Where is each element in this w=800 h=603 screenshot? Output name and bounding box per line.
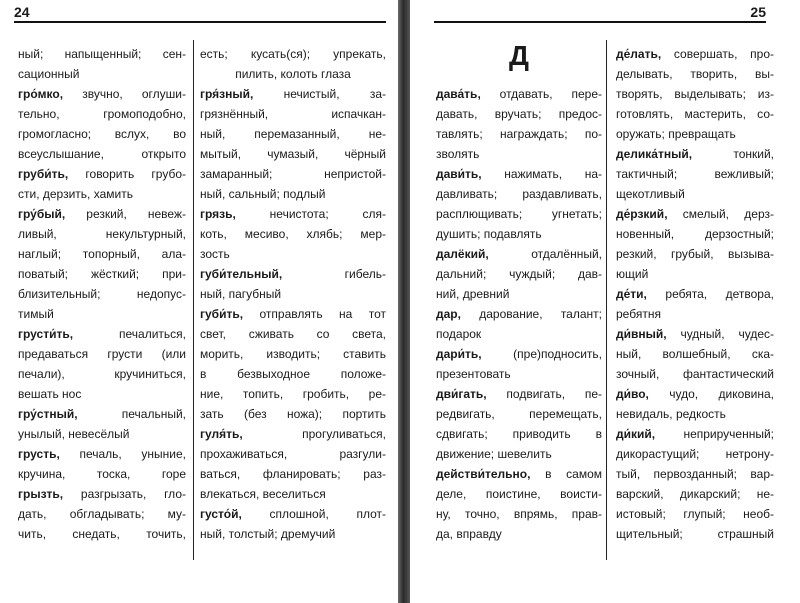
- dictionary-column: [436, 40, 602, 544]
- definition-text: отправлять на тот: [243, 307, 386, 321]
- text-line: [18, 484, 186, 504]
- definition-text: ющий: [616, 267, 649, 281]
- definition-text: грязнённый, испачкан-: [200, 107, 386, 121]
- text-line: [200, 284, 386, 304]
- definition-text: мытый, чумазый, чёрный: [200, 147, 386, 161]
- definition-text: ный, толстый; дремучий: [200, 527, 336, 541]
- definition-text: всеуслышание, открыто: [18, 147, 186, 161]
- text-line: [200, 124, 386, 144]
- definition-text: ный, сальный; подлый: [200, 187, 326, 201]
- text-line: [18, 244, 186, 264]
- text-line: [200, 484, 386, 504]
- text-line: [436, 224, 602, 244]
- text-line: [200, 464, 386, 484]
- text-line: [616, 244, 774, 264]
- headword: гру́бый,: [18, 207, 66, 221]
- definition-text: подвигать, пе-: [486, 387, 602, 401]
- definition-text: отдавать, пере-: [480, 87, 602, 101]
- text-line: [616, 224, 774, 244]
- page-number: 25: [750, 4, 766, 20]
- text-line: [18, 384, 186, 404]
- text-line: [436, 284, 602, 304]
- headword: ди́во,: [616, 387, 649, 401]
- definition-text: ребята, детвора,: [646, 287, 774, 301]
- definition-text: унылый, невесёлый: [18, 427, 130, 441]
- text-line: [200, 384, 386, 404]
- definition-text: давать, вручать; предос-: [436, 107, 602, 121]
- definition-text: творять, выделывать; из-: [616, 87, 774, 101]
- definition-text: печали), кручиниться,: [18, 367, 186, 381]
- headword: грусть,: [18, 447, 60, 461]
- text-line: [616, 204, 774, 224]
- definition-text: тельно, громоподобно,: [18, 107, 186, 121]
- definition-text: оружать; превращать: [616, 127, 736, 141]
- text-line: [18, 364, 186, 384]
- definition-text: расплющивать; угнетать;: [436, 207, 602, 221]
- definition-text: щекотливый: [616, 187, 685, 201]
- headword: де́лать,: [616, 47, 662, 61]
- text-line: [18, 304, 186, 324]
- headword: де́рзкий,: [616, 207, 668, 221]
- definition-text: печальный,: [77, 407, 186, 421]
- definition-text: тавлять; награждать; по-: [436, 127, 602, 141]
- text-line: [436, 384, 602, 404]
- text-line: [18, 344, 186, 364]
- headword: гру́стный,: [18, 407, 78, 421]
- headword: ди́вный,: [616, 327, 667, 341]
- definition-text: ребятня: [616, 307, 661, 321]
- headword: дви́гать,: [436, 387, 487, 401]
- definition-text: поватый; жёсткий; при-: [18, 267, 186, 281]
- definition-text: резкий, грубый, вызыва-: [616, 247, 774, 261]
- text-line: [616, 124, 774, 144]
- definition-text: тый, первозданный; вар-: [616, 467, 774, 481]
- text-line: [200, 104, 386, 124]
- text-line: [18, 224, 186, 244]
- definition-text: ну, точно, впрямь, прав-: [436, 507, 602, 521]
- text-line: [616, 104, 774, 124]
- text-line: [616, 504, 774, 524]
- definition-text: ный, пагубный: [200, 287, 282, 301]
- text-line: [18, 64, 186, 84]
- definition-text: прохаживаться, разгули-: [200, 447, 386, 461]
- definition-text: дарование, талант;: [460, 307, 602, 321]
- definition-text: делывать, творить, вы-: [616, 67, 774, 81]
- headword: далёкий,: [436, 247, 489, 261]
- book-gutter: [398, 0, 410, 603]
- text-line: [436, 264, 602, 284]
- column-divider: [193, 40, 194, 560]
- definition-text: нажимать, на-: [481, 167, 602, 181]
- headword: грусти́ть,: [18, 327, 74, 341]
- column-divider: [606, 40, 607, 560]
- definition-text: прогуливаться,: [242, 427, 386, 441]
- definition-text: дальний; чуждый; дав-: [436, 267, 602, 281]
- definition-text: деле, поистине, воисти-: [436, 487, 602, 501]
- definition-text: зволять: [436, 147, 480, 161]
- text-line: [200, 404, 386, 424]
- text-line: [436, 244, 602, 264]
- text-line: [200, 184, 386, 204]
- definition-text: кручина, тоска, горе: [18, 467, 186, 481]
- definition-text: сдвигать; приводить в: [436, 427, 602, 441]
- text-line: [200, 84, 386, 104]
- text-line: [616, 424, 774, 444]
- definition-text: невидаль, редкость: [616, 407, 726, 421]
- text-line: [436, 204, 602, 224]
- text-line: [200, 204, 386, 224]
- text-line: [200, 424, 386, 444]
- definition-text: ние, топить, гробить, ре-: [200, 387, 386, 401]
- definition-text: в самом: [530, 467, 602, 481]
- text-line: [18, 104, 186, 124]
- definition-text: дать, обгладывать; му-: [18, 507, 186, 521]
- text-line: [200, 224, 386, 244]
- text-line: [616, 404, 774, 424]
- text-line: [18, 164, 186, 184]
- definition-text: зать (без ножа); портить: [200, 407, 386, 421]
- headword: гро́мко,: [18, 87, 64, 101]
- definition-text: чить, снедать, точить,: [18, 527, 186, 541]
- definition-text: близительный; недопус-: [18, 287, 186, 301]
- definition-text: тактичный; вежливый;: [616, 167, 774, 181]
- text-line: [200, 504, 386, 524]
- text-line: [200, 244, 386, 264]
- headword: губи́ть,: [200, 307, 244, 321]
- text-line: [18, 204, 186, 224]
- header-rule: [434, 21, 766, 23]
- text-line: [18, 524, 186, 544]
- definition-text: дикорастущий; нетрону-: [616, 447, 774, 461]
- text-line: [616, 64, 774, 84]
- definition-text: морить, изводить; ставить: [200, 347, 386, 361]
- text-line: [200, 444, 386, 464]
- text-line: [18, 84, 186, 104]
- section-letter: Д: [509, 40, 529, 71]
- text-line: [18, 184, 186, 204]
- text-line: [436, 364, 602, 384]
- definition-text: ливый, некультурный,: [18, 227, 186, 241]
- text-line: [616, 444, 774, 464]
- text-line: [436, 324, 602, 344]
- text-line: [18, 444, 186, 464]
- headword: гуля́ть,: [200, 427, 243, 441]
- text-line: [436, 444, 602, 464]
- text-line: [200, 304, 386, 324]
- definition-text: ный, волшебный, ска-: [616, 347, 774, 361]
- definition-text: есть; кусать(ся); упрекать,: [200, 47, 386, 61]
- definition-text: вешать нос: [18, 387, 82, 401]
- text-line: [616, 464, 774, 484]
- text-line: [616, 164, 774, 184]
- text-line: [18, 504, 186, 524]
- text-line: [616, 344, 774, 364]
- headword: дари́ть,: [436, 347, 482, 361]
- headword: дави́ть,: [436, 167, 482, 181]
- text-line: [616, 304, 774, 324]
- definition-text: свет, сживать со света,: [200, 327, 386, 341]
- definition-text: ный; напыщенный; сен-: [18, 47, 186, 61]
- dictionary-column: [200, 44, 386, 544]
- definition-text: щительный; страшный: [616, 527, 774, 541]
- text-line: [200, 344, 386, 364]
- right-page: [410, 0, 800, 603]
- definition-text: варский, дикарский; не-: [616, 487, 774, 501]
- headword: ди́кий,: [616, 427, 656, 441]
- definition-text: влекаться, веселиться: [200, 487, 326, 501]
- text-line: [436, 404, 602, 424]
- definition-text: тимый: [18, 307, 54, 321]
- definition-text: нечистый, за-: [253, 87, 386, 101]
- definition-text: говорить грубо-: [68, 167, 186, 181]
- definition-text: истовый; глупый; необ-: [616, 507, 774, 521]
- definition-text: пилить, колоть глаза: [235, 67, 351, 81]
- text-line: [18, 124, 186, 144]
- text-line: [616, 44, 774, 64]
- definition-text: ний, древний: [436, 287, 510, 301]
- definition-text: звучно, оглуши-: [63, 87, 186, 101]
- text-line: [616, 84, 774, 104]
- definition-text: презентовать: [436, 367, 511, 381]
- text-line: [18, 424, 186, 444]
- text-line: [436, 304, 602, 324]
- text-line: [436, 424, 602, 444]
- headword: действи́тельно,: [436, 467, 531, 481]
- definition-text: чудо, диковина,: [648, 387, 774, 401]
- text-line: [616, 264, 774, 284]
- definition-text: гибель-: [282, 267, 386, 281]
- headword: грызть,: [18, 487, 64, 501]
- headword: густо́й,: [200, 507, 242, 521]
- definition-text: отдалённый,: [488, 247, 602, 261]
- definition-text: движение; шевелить: [436, 447, 552, 461]
- dictionary-column: [616, 44, 774, 544]
- text-line: [200, 64, 386, 84]
- text-line: [436, 124, 602, 144]
- definition-text: сационный: [18, 67, 80, 81]
- text-line: [616, 284, 774, 304]
- definition-text: да, вправду: [436, 527, 502, 541]
- definition-text: давливать; раздавливать,: [436, 187, 602, 201]
- headword: делика́тный,: [616, 147, 693, 161]
- text-line: [616, 524, 774, 544]
- text-line: [436, 524, 602, 544]
- text-line: [18, 264, 186, 284]
- headword: дава́ть,: [436, 87, 481, 101]
- text-line: [18, 404, 186, 424]
- headword: губи́тельный,: [200, 267, 283, 281]
- headword: грязь,: [200, 207, 236, 221]
- definition-text: резкий, невеж-: [65, 207, 186, 221]
- definition-text: сплошной, плот-: [241, 507, 386, 521]
- definition-text: чудный, чудес-: [666, 327, 774, 341]
- text-line: [616, 484, 774, 504]
- header-rule: [14, 21, 386, 23]
- text-line: [436, 164, 602, 184]
- definition-text: предаваться грусти (или: [18, 347, 186, 361]
- definition-text: совершать, про-: [661, 47, 774, 61]
- text-line: [616, 144, 774, 164]
- text-line: [616, 324, 774, 344]
- entries: [436, 84, 602, 544]
- definition-text: душить; подавлять: [436, 227, 542, 241]
- definition-text: сти, дерзить, хамить: [18, 187, 133, 201]
- text-line: [436, 484, 602, 504]
- definition-text: в безвыходное положе-: [200, 367, 386, 381]
- headword: груби́ть,: [18, 167, 69, 181]
- definition-text: новенный, дерзостный;: [616, 227, 774, 241]
- definition-text: (пре)подносить,: [481, 347, 602, 361]
- text-line: [436, 184, 602, 204]
- definition-text: зочный, фантастический: [616, 367, 774, 381]
- definition-text: разгрызать, гло-: [63, 487, 186, 501]
- left-page: [0, 0, 398, 603]
- definition-text: готовлять, мастерить, со-: [616, 107, 774, 121]
- definition-text: неприрученный;: [655, 427, 774, 441]
- definition-text: печаль, уныние,: [59, 447, 186, 461]
- text-line: [18, 464, 186, 484]
- definition-text: зость: [200, 247, 230, 261]
- definition-text: ваться, фланировать; раз-: [200, 467, 386, 481]
- text-line: [200, 44, 386, 64]
- definition-text: подарок: [436, 327, 482, 341]
- definition-text: ный, перемазанный, не-: [200, 127, 386, 141]
- definition-text: коть, месиво, хлябь; мер-: [200, 227, 386, 241]
- definition-text: громогласно; вслух, во: [18, 127, 186, 141]
- text-line: [200, 264, 386, 284]
- definition-text: замаранный; непристой-: [200, 167, 386, 181]
- text-line: [436, 504, 602, 524]
- text-line: [436, 144, 602, 164]
- text-line: [200, 364, 386, 384]
- text-line: [616, 364, 774, 384]
- text-line: [18, 284, 186, 304]
- text-line: [200, 164, 386, 184]
- text-line: [436, 104, 602, 124]
- definition-text: нечистота; сля-: [235, 207, 386, 221]
- text-line: [18, 44, 186, 64]
- headword: дар,: [436, 307, 461, 321]
- text-line: [436, 344, 602, 364]
- text-line: [200, 144, 386, 164]
- text-line: [436, 464, 602, 484]
- text-line: [616, 384, 774, 404]
- text-line: [18, 144, 186, 164]
- text-line: [200, 324, 386, 344]
- headword: гря́зный,: [200, 87, 254, 101]
- dictionary-column: [18, 44, 186, 544]
- definition-text: смелый, дерз-: [667, 207, 774, 221]
- headword: де́ти,: [616, 287, 647, 301]
- text-line: [436, 84, 602, 104]
- definition-text: печалиться,: [73, 327, 186, 341]
- definition-text: редвигать, перемещать,: [436, 407, 602, 421]
- definition-text: тонкий,: [692, 147, 774, 161]
- text-line: [200, 524, 386, 544]
- text-line: [616, 184, 774, 204]
- definition-text: наглый; топорный, ала-: [18, 247, 186, 261]
- text-line: [18, 324, 186, 344]
- page-number: 24: [14, 4, 30, 20]
